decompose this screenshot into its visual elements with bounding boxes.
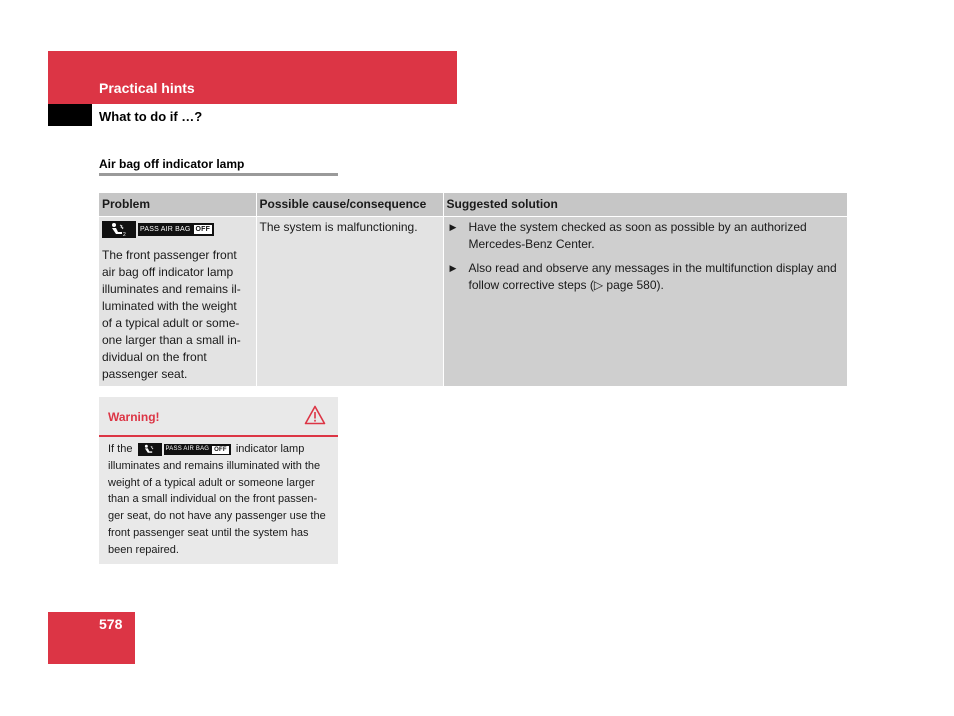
warning-box	[99, 397, 338, 564]
column-header-problem: Problem	[99, 193, 256, 217]
header-band	[48, 51, 457, 104]
pass-air-bag-off-badge	[138, 223, 214, 236]
cause-cell: The system is malfunctioning.	[256, 217, 443, 387]
passenger-seat-airbag-icon	[138, 443, 162, 456]
problem-text	[102, 247, 253, 383]
triangle-bullet-icon: ▶	[449, 263, 457, 273]
warning-first-line	[108, 441, 329, 458]
table-header-row	[99, 193, 847, 217]
subsection-title: What to do if …?	[99, 109, 203, 124]
column-header-solution: Suggested solution	[443, 193, 847, 217]
table-row	[99, 217, 847, 387]
warning-line: weight of a typical adult or someone larger	[108, 476, 315, 489]
warning-triangle-icon	[304, 405, 326, 430]
badge-label: PASS AIR BAG	[140, 226, 191, 233]
indicator-lamp-symbol	[102, 220, 253, 239]
warning-line: been repaired.	[108, 543, 179, 556]
list-item	[447, 219, 845, 253]
problem-line: air bag off indicator lamp	[102, 265, 234, 279]
problem-line: passenger seat.	[102, 367, 188, 381]
pass-air-bag-off-badge	[164, 444, 231, 455]
indicator-lamp-symbol	[138, 443, 231, 456]
list-item	[447, 260, 845, 294]
passenger-seat-airbag-icon	[102, 221, 136, 238]
badge-off-label: OFF	[214, 446, 227, 453]
solution-text: Also read and observe any messages in the multifunction display and follow corrective steps (▷ page 580).	[468, 261, 837, 292]
problem-line: luminated with the weight	[102, 299, 237, 313]
warning-text-continue: indicator lamp	[235, 443, 305, 455]
problem-line: of a typical adult or some-	[102, 316, 240, 330]
topic-title: Air bag off indicator lamp	[99, 157, 245, 171]
section-title: Practical hints	[99, 80, 195, 96]
problem-table	[99, 193, 847, 386]
problem-line: dividual on the front	[102, 350, 207, 364]
warning-line: front passenger seat until the system has	[108, 526, 309, 539]
solution-text: Have the system checked as soon as possible by an authorized Mercedes-Benz Center.	[468, 220, 807, 251]
warning-line: illuminates and remains illuminated with the	[108, 459, 321, 472]
column-header-cause: Possible cause/consequence	[256, 193, 443, 217]
warning-line: than a small individual on the front passen-	[108, 493, 318, 506]
problem-line: The front passenger front	[102, 248, 237, 262]
subsection-marker	[48, 104, 92, 126]
problem-line: one larger than a small in-	[102, 333, 241, 347]
triangle-bullet-icon: ▶	[449, 222, 457, 232]
warning-title: Warning!	[108, 410, 160, 424]
page-number: 578	[99, 616, 123, 632]
warning-line: ger seat, do not have any passenger use the	[108, 510, 326, 523]
topic-underline	[99, 173, 338, 176]
badge-label: PASS AIR BAG	[165, 446, 210, 453]
warning-text-start: If the	[108, 443, 133, 455]
solution-cell	[443, 217, 847, 387]
problem-cell	[99, 217, 256, 387]
problem-line: illuminates and remains il-	[102, 282, 241, 296]
svg-text:2: 2	[123, 232, 126, 237]
badge-off-label: OFF	[195, 226, 211, 233]
warning-body	[99, 437, 338, 559]
warning-header	[99, 397, 338, 437]
